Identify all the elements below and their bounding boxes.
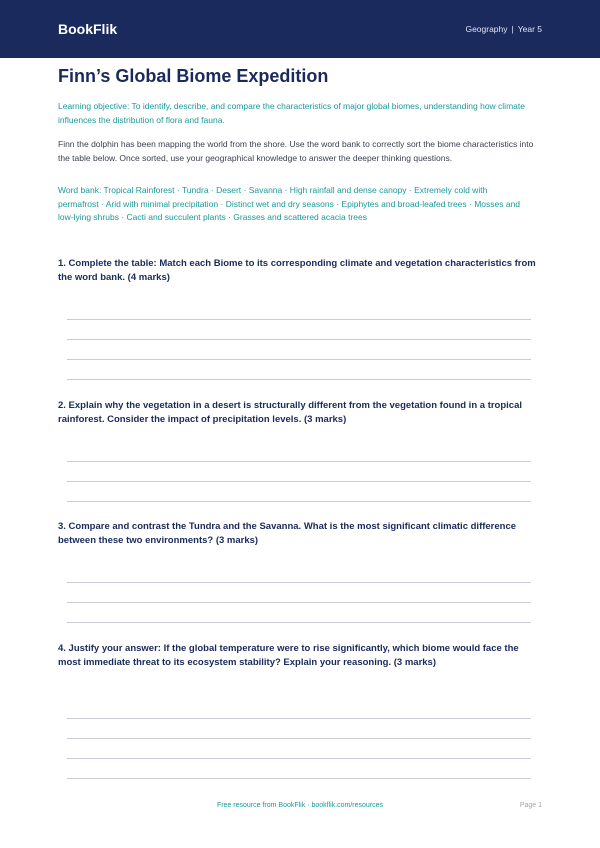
answer-line[interactable] — [67, 778, 531, 779]
page-header — [0, 0, 600, 58]
subject-year-label — [465, 24, 542, 34]
answer-line[interactable] — [67, 718, 531, 719]
answer-line[interactable] — [67, 481, 531, 482]
answer-line[interactable] — [67, 738, 531, 739]
answer-line[interactable] — [67, 622, 531, 623]
answer-line[interactable] — [67, 582, 531, 583]
answer-line[interactable] — [67, 758, 531, 759]
footer-link[interactable]: Free resource from BookFlik · bookflik.com/resources — [216, 802, 384, 809]
brand-logo: BookFlik — [58, 21, 118, 37]
question-4: 4. Justify your answer: If the global temperature were to rise significantly, which biome would face the most immediate threat to its ecosystem stability? Explain your reasoning. (3 marks) — [58, 643, 519, 668]
word-bank: Word bank: Tropical Rainforest · Tundra · Desert · Savanna · High rainfall and dense canopy · Extremely cold with permafrost · Arid with minimal precipitation · Distinct wet and dry seasons · Epiphytes and broad-leafed trees · Mosses and low-lying shrubs · Cacti and succulent plants · Grasses and scattered acacia trees — [58, 185, 521, 222]
answer-line[interactable] — [67, 501, 531, 502]
intro-text: Finn the dolphin has been mapping the world from the shore. Use the word bank to correctly sort the biome characteristics into the table below. Once sorted, use your geographical knowledge to answer the deeper thinking questions. — [58, 139, 534, 163]
year-label: Year 5 — [517, 24, 542, 34]
page-number: Page 1 — [519, 802, 542, 809]
learning-objective: Learning objective: To identify, describe, and compare the characteristics of major global biomes, understanding how climate influences the distribution of flora and fauna. — [58, 101, 525, 125]
question-1: 1. Complete the table: Match each Biome to its corresponding climate and vegetation characteristics from the word bank. (4 marks) — [58, 258, 536, 283]
page-title: Finn’s Global Biome Expedition — [58, 66, 329, 86]
answer-line[interactable] — [67, 339, 531, 340]
question-3: 3. Compare and contrast the Tundra and the Savanna. What is the most significant climatic difference between these two environments? (3 marks) — [58, 521, 517, 546]
answer-line[interactable] — [67, 359, 531, 360]
answer-line[interactable] — [67, 461, 531, 462]
answer-line[interactable] — [67, 319, 531, 320]
meta-separator: | — [511, 24, 514, 34]
answer-line[interactable] — [67, 602, 531, 603]
answer-line[interactable] — [67, 379, 531, 380]
subject-label: Geography — [465, 24, 508, 34]
question-2: 2. Explain why the vegetation in a desert is structurally different from the vegetation found in a tropical rainforest. Consider the impact of precipitation levels. (3 marks) — [58, 400, 523, 425]
